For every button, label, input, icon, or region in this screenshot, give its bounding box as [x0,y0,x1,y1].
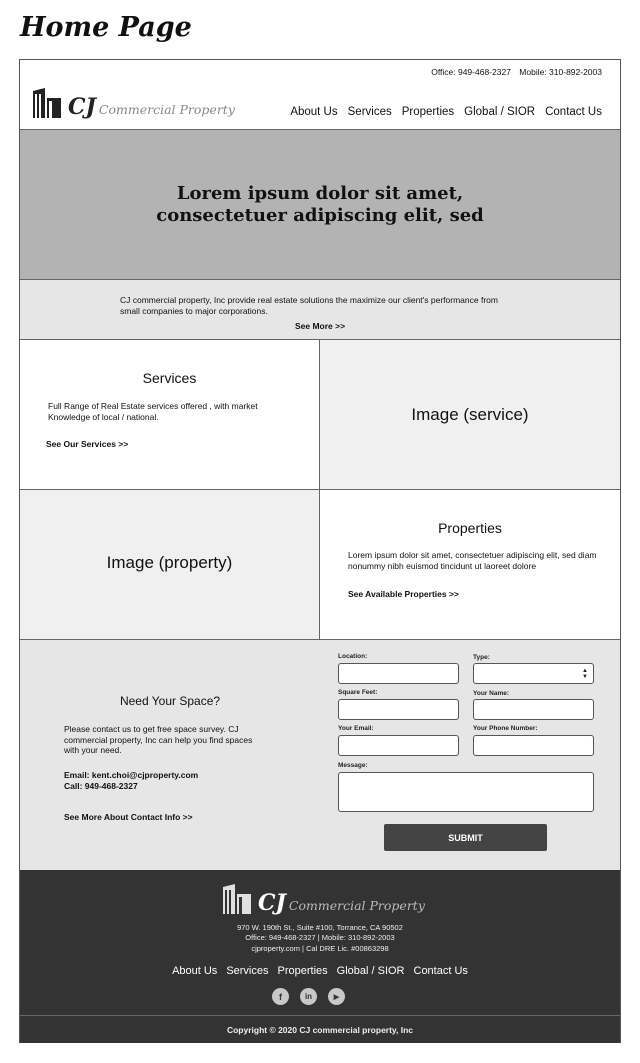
services-title: Services [142,370,197,386]
building-logo-icon [32,88,62,118]
nav-contact-us[interactable]: Contact Us [545,106,602,118]
header-contact [431,67,602,77]
your-email-input[interactable] [338,735,459,756]
message-label: Message: [338,762,368,769]
your-phone-label: Your Phone Number: [473,725,538,732]
site-logo[interactable] [32,88,235,118]
property-image-placeholder [20,490,320,640]
page-heading: Home Page [20,12,192,43]
see-available-properties-link[interactable]: See Available Properties >> [348,589,459,599]
intro-text: CJ commercial property, Inc provide real estate solutions the maximize our client's performance from small companies to major corporations. [120,295,498,316]
copyright-bar [20,1015,620,1043]
services-text: Full Range of Real Estate services offered , with market Knowledge of local / national. [48,401,258,422]
building-logo-icon [222,884,252,914]
properties-block [320,490,620,640]
site-footer [20,870,620,1015]
your-name-label: Your Name: [473,690,509,697]
footer-web-license: cjproperty.com | Cal DRE Lic. #00863298 [251,944,389,953]
footer-phones: Office: 949-468-2327 | Mobile: 310-892-2003 [245,933,395,942]
nav-global-sior[interactable]: Global / SIOR [464,106,536,118]
footer-nav-about-us[interactable]: About Us [172,965,218,977]
properties-text: Lorem ipsum dolor sit amet, consectetuer adipiscing elit, sed diam nonummy nibh euismod tincidunt ut laoreet dolore [348,550,597,571]
submit-button[interactable]: SUBMIT [384,824,547,851]
see-more-link[interactable]: See More >> [294,321,346,331]
location-label: Location: [338,653,368,660]
nav-properties[interactable]: Properties [401,106,455,118]
property-image-label: Image (property) [106,553,233,572]
service-image-label: Image (service) [411,405,529,424]
logo-text: Commercial Property [98,101,235,117]
location-input[interactable] [338,663,459,684]
footer-logo[interactable] [222,884,425,914]
your-name-input[interactable] [473,699,594,720]
hero-line-1: Lorem ipsum dolor sit amet, [176,182,464,204]
square-feet-input[interactable] [338,699,459,720]
type-label: Type: [473,654,490,661]
logo-cj: CJ [68,94,96,120]
contact-section [20,640,620,870]
youtube-icon[interactable]: ▶ [328,988,345,1005]
footer-logo-cj: CJ [258,890,286,916]
message-textarea[interactable] [338,772,594,812]
select-arrows-icon: ▲ ▼ [582,668,588,680]
your-email-label: Your Email: [338,725,374,732]
intro-section [20,280,620,340]
footer-address: 970 W. 190th St., Suite #100, Torrance, CA 90502 [237,923,403,932]
hero-title [156,183,484,227]
contact-call[interactable]: Call: 949-468-2327 [64,781,138,791]
properties-title: Properties [438,520,502,536]
type-select[interactable] [473,663,594,684]
services-block [20,340,320,490]
office-phone: Office: 949-468-2327 [431,67,511,77]
square-feet-label: Square Feet: [338,689,378,696]
nav-services[interactable]: Services [347,106,392,118]
footer-nav-global-sior[interactable]: Global / SIOR [336,965,405,977]
main-nav [290,106,602,118]
site-header [20,60,620,130]
mobile-phone: Mobile: 310-892-2003 [519,67,602,77]
facebook-icon[interactable]: f [272,988,289,1005]
your-phone-input[interactable] [473,735,594,756]
see-our-services-link[interactable]: See Our Services >> [46,439,129,449]
footer-nav-contact-us[interactable]: Contact Us [413,965,468,977]
hero-banner [20,130,620,280]
footer-logo-text: Commercial Property [288,897,425,913]
page-mockup [19,59,621,1043]
contact-text: Please contact us to get free space survey. CJ commercial property, Inc can help you find spaces with your need. [64,724,253,755]
hero-line-2: consectetuer adipiscing elit, sed [156,204,484,226]
contact-title: Need Your Space? [119,694,221,708]
footer-nav-services[interactable]: Services [226,965,269,977]
service-image-placeholder [320,340,620,490]
copyright-text: Copyright © 2020 CJ commercial property, Inc [226,1024,414,1035]
see-more-contact-link[interactable]: See More About Contact Info >> [64,812,193,822]
footer-nav [20,965,620,977]
linkedin-icon[interactable]: in [300,988,317,1005]
nav-about-us[interactable]: About Us [290,106,338,118]
contact-email[interactable]: Email: kent.choi@cjproperty.com [64,770,199,780]
footer-nav-properties[interactable]: Properties [277,965,328,977]
